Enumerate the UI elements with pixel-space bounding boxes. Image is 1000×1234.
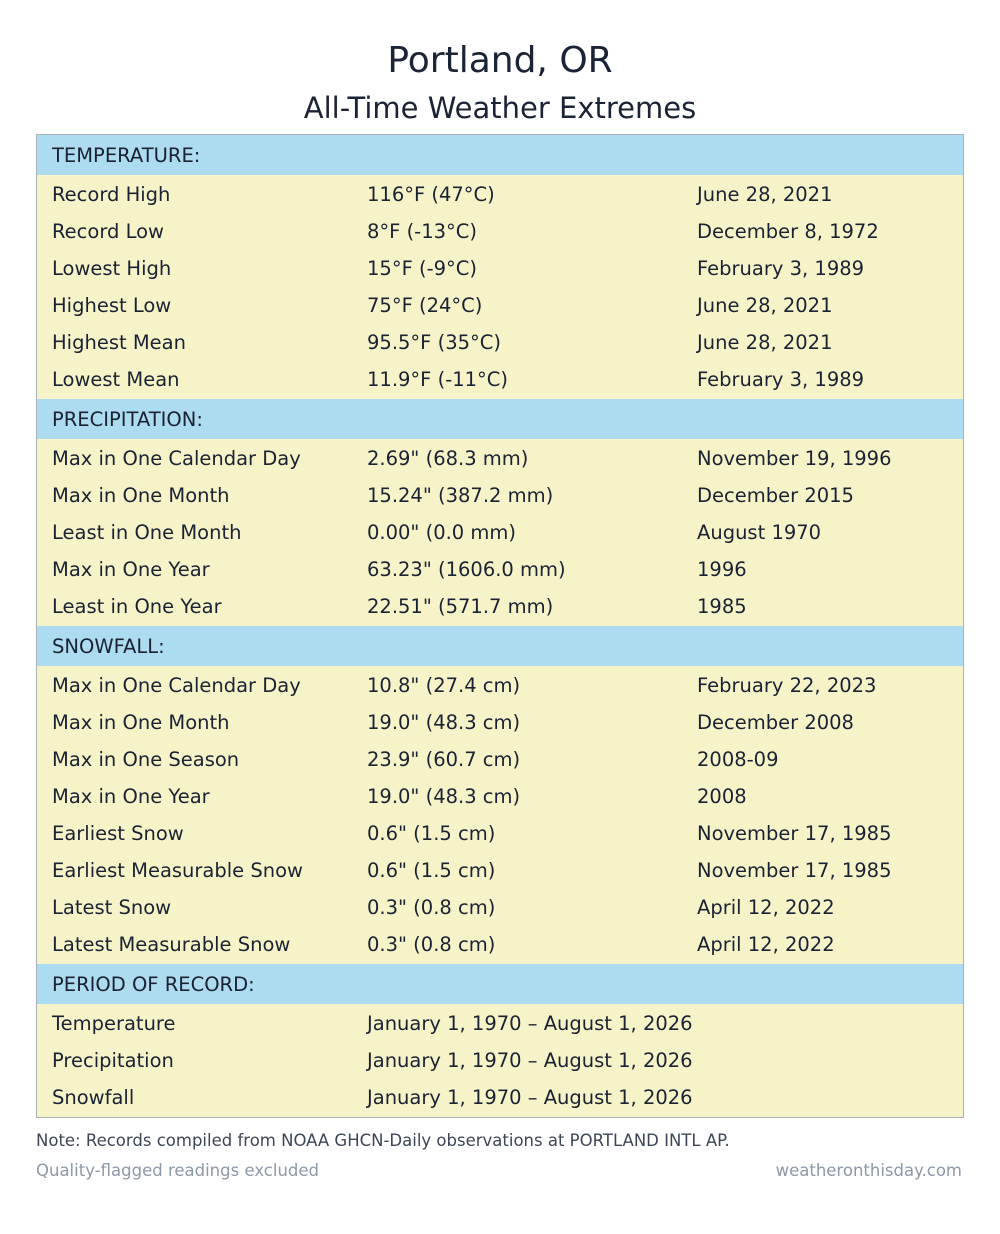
record-value: 8°F (-13°C) [367,220,478,243]
record-date: November 17, 1985 [697,859,892,882]
table-row [37,667,963,704]
record-value: 0.6" (1.5 cm) [367,859,496,882]
record-label: Lowest High [52,257,172,280]
table-row [37,815,963,852]
record-label: Record High [52,183,171,206]
table-row [37,213,963,250]
record-label: Highest Low [52,294,172,317]
record-label: Max in One Month [52,484,230,507]
record-value: 75°F (24°C) [367,294,483,317]
table-row [37,440,963,477]
record-value: 0.00" (0.0 mm) [367,521,517,544]
table-row [37,514,963,551]
record-value: 15°F (-9°C) [367,257,478,280]
record-date: 2008 [697,785,747,808]
table-row [37,778,963,815]
record-value: January 1, 1970 – August 1, 2026 [367,1086,693,1109]
record-date: February 22, 2023 [697,674,877,697]
record-value: 0.3" (0.8 cm) [367,896,496,919]
record-date: August 1970 [697,521,822,544]
record-label: Highest Mean [52,331,186,354]
record-date: December 2015 [697,484,854,507]
section-snowfall [37,626,963,964]
table-row [37,926,963,963]
record-date: April 12, 2022 [697,896,835,919]
record-date: April 12, 2022 [697,933,835,956]
table-row [37,889,963,926]
section-header: PRECIPITATION: [37,399,963,439]
record-value: 22.51" (571.7 mm) [367,595,554,618]
record-value: January 1, 1970 – August 1, 2026 [367,1012,693,1035]
record-value: 2.69" (68.3 mm) [367,447,529,470]
record-label: Earliest Measurable Snow [52,859,303,882]
section-header: SNOWFALL: [37,626,963,666]
record-label: Latest Measurable Snow [52,933,291,956]
table-row [37,287,963,324]
record-label: Earliest Snow [52,822,184,845]
record-value: 63.23" (1606.0 mm) [367,558,566,581]
table-row [37,588,963,625]
record-label: Max in One Year [52,785,210,808]
section-header: TEMPERATURE: [37,135,963,175]
table-row [37,551,963,588]
table-row [37,250,963,287]
record-value: 15.24" (387.2 mm) [367,484,554,507]
record-label: Latest Snow [52,896,172,919]
record-label: Lowest Mean [52,368,180,391]
record-value: 0.3" (0.8 cm) [367,933,496,956]
record-date: December 2008 [697,711,854,734]
record-label: Max in One Calendar Day [52,447,301,470]
record-date: November 19, 1996 [697,447,892,470]
record-label: Record Low [52,220,164,243]
footer-disclaimer: Quality-flagged readings excluded [36,1161,320,1180]
record-value: 10.8" (27.4 cm) [367,674,521,697]
table-row [37,704,963,741]
extremes-table [36,134,964,1118]
page-subtitle: All-Time Weather Extremes [303,91,697,125]
record-date: 1996 [697,558,747,581]
record-date: June 28, 2021 [697,183,833,206]
record-label: Max in One Calendar Day [52,674,301,697]
section-period-of-record [37,964,963,1117]
record-date: November 17, 1985 [697,822,892,845]
table-row [37,361,963,398]
record-date: December 8, 1972 [697,220,879,243]
table-row [37,1042,963,1079]
record-date: June 28, 2021 [697,331,833,354]
table-row [37,1005,963,1042]
record-label: Max in One Year [52,558,210,581]
record-label: Snowfall [52,1086,135,1109]
record-label: Least in One Month [52,521,242,544]
record-value: 19.0" (48.3 cm) [367,785,521,808]
section-precipitation [37,399,963,626]
table-row [37,176,963,213]
table-row [37,741,963,778]
table-row [37,477,963,514]
table-row [37,324,963,361]
record-value: 95.5°F (35°C) [367,331,501,354]
footer-site-name: weatheronthisday.com [775,1161,962,1180]
data-source-note: Note: Records compiled from NOAA GHCN-Daily observations at PORTLAND INTL AP. [36,1131,730,1150]
page-title: Portland, OR [387,40,613,81]
record-date: February 3, 1989 [697,368,865,391]
record-value: 116°F (47°C) [367,183,495,206]
section-temperature [37,135,963,399]
record-label: Least in One Year [52,595,222,618]
table-row [37,852,963,889]
section-header: PERIOD OF RECORD: [37,964,963,1004]
record-value: 0.6" (1.5 cm) [367,822,496,845]
record-value: January 1, 1970 – August 1, 2026 [367,1049,693,1072]
record-value: 23.9" (60.7 cm) [367,748,521,771]
record-value: 19.0" (48.3 cm) [367,711,521,734]
record-label: Precipitation [52,1049,174,1072]
record-date: 1985 [697,595,747,618]
table-row [37,1079,963,1116]
record-label: Temperature [52,1012,176,1035]
record-label: Max in One Season [52,748,240,771]
record-date: June 28, 2021 [697,294,833,317]
record-date: February 3, 1989 [697,257,865,280]
record-date: 2008-09 [697,748,779,771]
record-label: Max in One Month [52,711,230,734]
record-value: 11.9°F (-11°C) [367,368,509,391]
